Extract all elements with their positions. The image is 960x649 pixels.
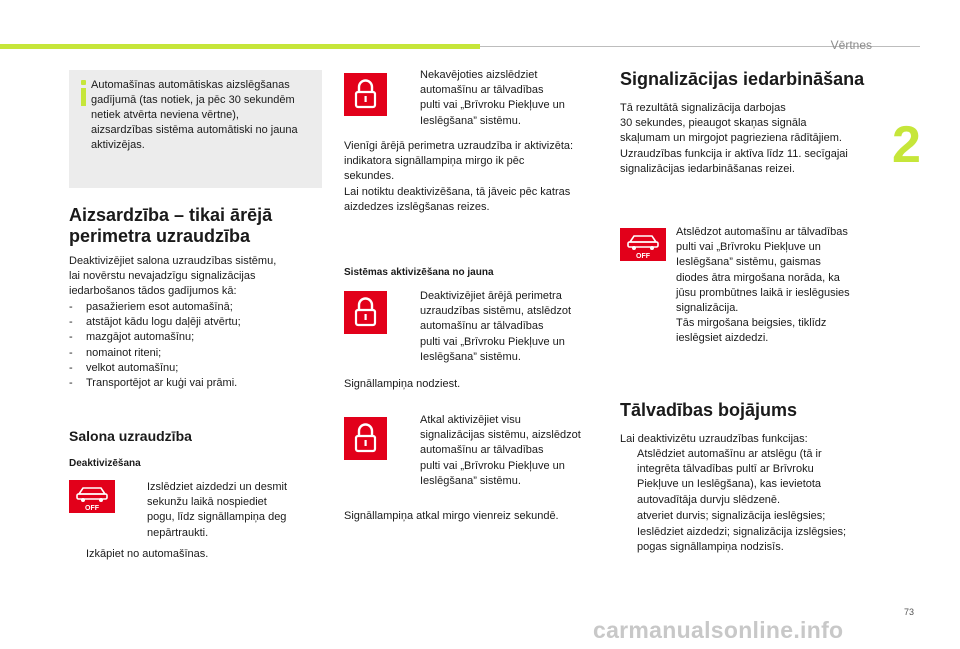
chapter-number: 2 [892,116,921,174]
step-line: atveriet durvis; signalizācija ieslēgsies; [637,510,826,522]
header-accent-bar [0,44,480,49]
remote-failure-step [620,509,825,524]
step-lock-immediately [398,68,565,129]
step-text: Izkāpiet no automašīnas. [86,548,209,560]
step-switch-off-ignition [125,480,287,541]
step-line: automašīnu ar tālvadības [420,84,544,97]
subheading-interior-monitoring: Salona uzraudzība [69,428,192,444]
heading-line: perimetra uzraudzība [69,226,251,246]
paragraph-line: 30 sekundes, pieaugot skaņas signāla [620,117,807,130]
paragraph-line: pulti vai „Brīvroku Piekļuve un [676,241,821,254]
icon-label: OFF [85,505,99,512]
section-heading-perimeter [69,205,272,247]
paragraph-line: Uzraudzības funkcija ir aktīva līdz 11. secīgajai [620,147,848,160]
step-text [637,509,825,524]
paragraph-line: Vienīgi ārējā perimetra uzraudzība ir aktivizēta: [344,140,574,152]
situation-list [69,300,241,391]
paragraph-line: signalizācija. [676,302,739,315]
paragraph-line: Tās mirgošana beigsies, tiklīdz [676,317,827,330]
step-line: Atkal aktivizējiet visu [420,414,521,426]
step-line: Nekavējoties aizslēdziet [420,69,538,81]
perimeter-only-note [344,139,573,215]
paragraph-line: signalizācijas iedarbināšanas reizei. [620,162,795,175]
step-line: Izslēdziet aizdedzi un desmit [147,481,288,493]
step-line: Deaktivizējiet ārējā perimetra [420,290,562,302]
step-text [637,525,846,555]
step-line: pogas signāllampiņa nodzisīs. [637,541,784,554]
step-line: automašīnu ar tālvadības [420,320,544,333]
heading-line: Aizsardzība – tikai ārējā [69,205,273,225]
remote-failure-intro: Lai deaktivizētu uzraudzības funkcijas: [620,433,808,445]
step-line: Atslēdziet automašīnu ar atslēgu (tā ir [637,448,822,460]
step-line: integrēta tālvadības pultī ar Brīvroku [637,463,814,476]
step-line: pogu, līdz signāllampiņa deg [147,511,287,524]
padlock-icon [344,73,387,116]
step-line: pulti vai „Brīvroku Piekļuve un [420,459,565,472]
step-line: sekunžu laikā nospiediet [147,496,267,509]
paragraph-line: sekundes. [344,170,395,183]
paragraph-line: ieslēgsiet aizdedzi. [676,332,769,345]
paragraph-line: skaļumam un mirgojot pagrieziena rādītājiem. [620,132,842,145]
indicator-flash-note: Signāllampiņa atkal mirgo vienreiz sekundē. [344,510,559,522]
paragraph-line: aizdedzes izslēgšanas reizes. [344,200,490,213]
step-line: uzraudzības sistēmu, atslēdzot [420,305,572,318]
step-line: Ieslēdziet aizdedzi; signalizācija izslēgsies; [637,526,847,538]
paragraph-line: Deaktivizējiet salona uzraudzības sistēmu, [69,255,277,267]
step-exit-vehicle [69,547,208,562]
step-line: autovadītāja durvju slēdzenē. [637,493,781,506]
list-item: - Transportējot ar kuģi vai prāmi. [69,376,241,391]
info-line: aktivizējas. [91,139,145,151]
step-line: pulti vai „Brīvroku Piekļuve un [420,335,565,348]
paragraph-line: Tā rezultātā signalizācija darbojas [620,102,786,114]
paragraph-line: jūsu prombūtnes laikā ir ieslēgusies [676,286,850,299]
unlock-alarm-note [676,225,850,347]
paragraph-line: iedarbošanos tādos gadījumos kā: [69,285,237,298]
list-item: - mazgājot automašīnu; [69,330,241,345]
info-line: aizsardzības sistēma automātiski no jauna [91,124,298,136]
info-line: gadījumā (tas notiek, ja pēc 30 sekundēm [91,94,295,106]
remote-failure-step [620,525,846,555]
step-line: Ieslēgšana” sistēmu. [420,474,521,487]
car-alarm-off-icon [69,480,115,513]
paragraph-line: Atslēdzot automašīnu ar tālvadības [676,226,848,238]
step-line: Ieslēgšana” sistēmu. [420,350,521,363]
paragraph-line: lai novērstu nevajadzīgu signalizācijas [69,270,256,283]
info-note-text [91,78,317,153]
reactivation-heading: Sistēmas aktivizēšana no jauna [344,267,494,278]
paragraph-line: Ieslēgšana” sistēmu, gaismas [676,256,821,269]
padlock-icon [344,291,387,334]
step-line: automašīnu ar tālvadības [420,444,544,457]
padlock-icon [344,417,387,460]
step-line: Ieslēgšana” sistēmu. [420,114,521,127]
info-note-box [69,70,322,188]
section-title: Vērtnes [830,38,872,52]
car-alarm-off-icon [620,228,666,261]
paragraph-line: indikatora signāllampiņa mirgo ik pēc [344,155,525,168]
section-heading-remote-failure: Tālvadības bojājums [620,400,798,420]
step-line: nepārtraukti. [147,526,209,539]
list-item: - pasažieriem esot automašīnā; [69,300,241,315]
list-item: - velkot automašīnu; [69,361,241,376]
watermark: carmanualsonline.info [593,617,844,643]
step-text [420,68,565,129]
section-heading-alarm-triggering: Signalizācijas iedarbināšana [620,69,865,89]
step-deactivate-perimeter [398,289,571,365]
step-text [420,413,581,489]
indicator-off-note: Signāllampiņa nodziest. [344,378,461,390]
paragraph-line: diodes ātra mirgošana norāda, ka [676,271,840,284]
step-text [420,289,571,365]
perimeter-intro [69,254,276,300]
list-item: - atstājot kādu logu daļēji atvērtu; [69,315,241,330]
page-number: 73 [904,607,915,617]
step-line: signalizācijas sistēmu, aizslēdzot [420,429,581,442]
list-item: - nomainot riteni; [69,346,241,361]
step-text [637,447,822,508]
icon-label: OFF [636,253,650,260]
step-line: Piekļuve un Ieslēgšana), kas ievietota [637,478,822,491]
step-reactivate-alarm [398,413,581,489]
info-line: netiek atvērta neviena vērtne), [91,109,239,121]
info-icon [81,80,86,106]
step-line: pulti vai „Brīvroku Piekļuve un [420,99,565,112]
remote-failure-step [620,447,822,508]
paragraph-line: Lai notiktu deaktivizēšana, tā jāveic pēc katras [344,185,571,198]
alarm-triggering-text [620,101,848,177]
step-text [147,480,287,541]
info-line: Automašīnas automātiskas aizslēgšanas [91,79,290,91]
deactivation-heading: Deaktivizēšana [69,458,141,469]
